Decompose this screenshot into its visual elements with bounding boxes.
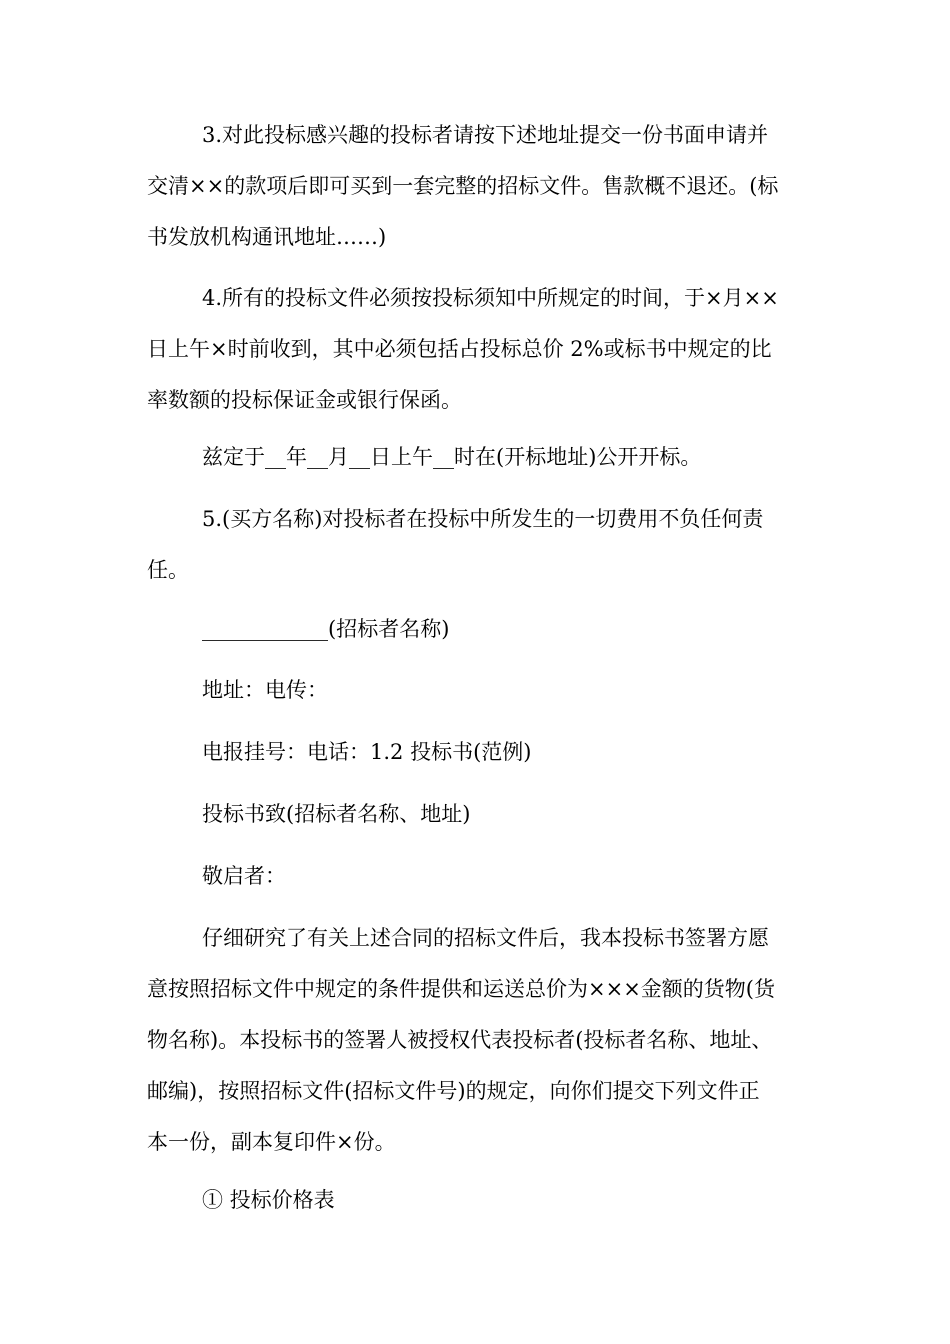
body-paragraph (147, 913, 807, 1168)
paragraph-line: 日上午×时前收到，其中必须包括占投标总价 2%或标书中规定的比 (147, 337, 772, 361)
paragraph-line: 兹定于__年__月__日上午__时在(开标地址)公开开标。 (202, 445, 702, 469)
bid-to-line (147, 789, 807, 840)
telegram-phone-line (147, 727, 807, 778)
paragraph-5 (147, 494, 807, 596)
address-fax-line (147, 665, 807, 716)
salutation (147, 851, 807, 902)
opening-notice (147, 432, 807, 483)
paragraph-line: 书发放机构通讯地址……) (147, 225, 387, 249)
tenderer-name-line (147, 604, 807, 655)
paragraph-3 (147, 110, 807, 263)
paragraph-line: 邮编)，按照招标文件(招标文件号)的规定，向你们提交下列文件正 (147, 1079, 760, 1103)
paragraph-line: ____________(招标者名称) (202, 617, 450, 641)
paragraph-line: 物名称)。本投标书的签署人被授权代表投标者(投标者名称、地址、 (147, 1028, 773, 1052)
paragraph-line: 电报挂号：电话：1.2 投标书(范例) (202, 740, 532, 764)
paragraph-line: 率数额的投标保证金或银行保函。 (147, 388, 462, 412)
paragraph-line: 5.(买方名称)对投标者在投标中所发生的一切费用不负任何责 (202, 507, 764, 531)
paragraph-4 (147, 273, 807, 426)
paragraph-line: 4.所有的投标文件必须按投标须知中所规定的时间，于×月×× (202, 286, 779, 310)
paragraph-line: 3.对此投标感兴趣的投标者请按下述地址提交一份书面申请并 (202, 123, 769, 147)
list-item-1 (147, 1175, 807, 1226)
paragraph-line: ① 投标价格表 (202, 1188, 335, 1212)
paragraph-line: 敬启者： (202, 864, 286, 888)
paragraph-line: 任。 (147, 558, 189, 582)
paragraph-line: 地址：电传： (202, 678, 328, 702)
paragraph-line: 交清××的款项后即可买到一套完整的招标文件。售款概不退还。(标 (147, 174, 779, 198)
paragraph-line: 意按照招标文件中规定的条件提供和运送总价为×××金额的货物(货 (147, 977, 775, 1001)
paragraph-line: 投标书致(招标者名称、地址) (202, 802, 471, 826)
paragraph-line: 本一份，副本复印件×份。 (147, 1130, 396, 1154)
paragraph-line: 仔细研究了有关上述合同的招标文件后，我本投标书签署方愿 (202, 926, 769, 950)
